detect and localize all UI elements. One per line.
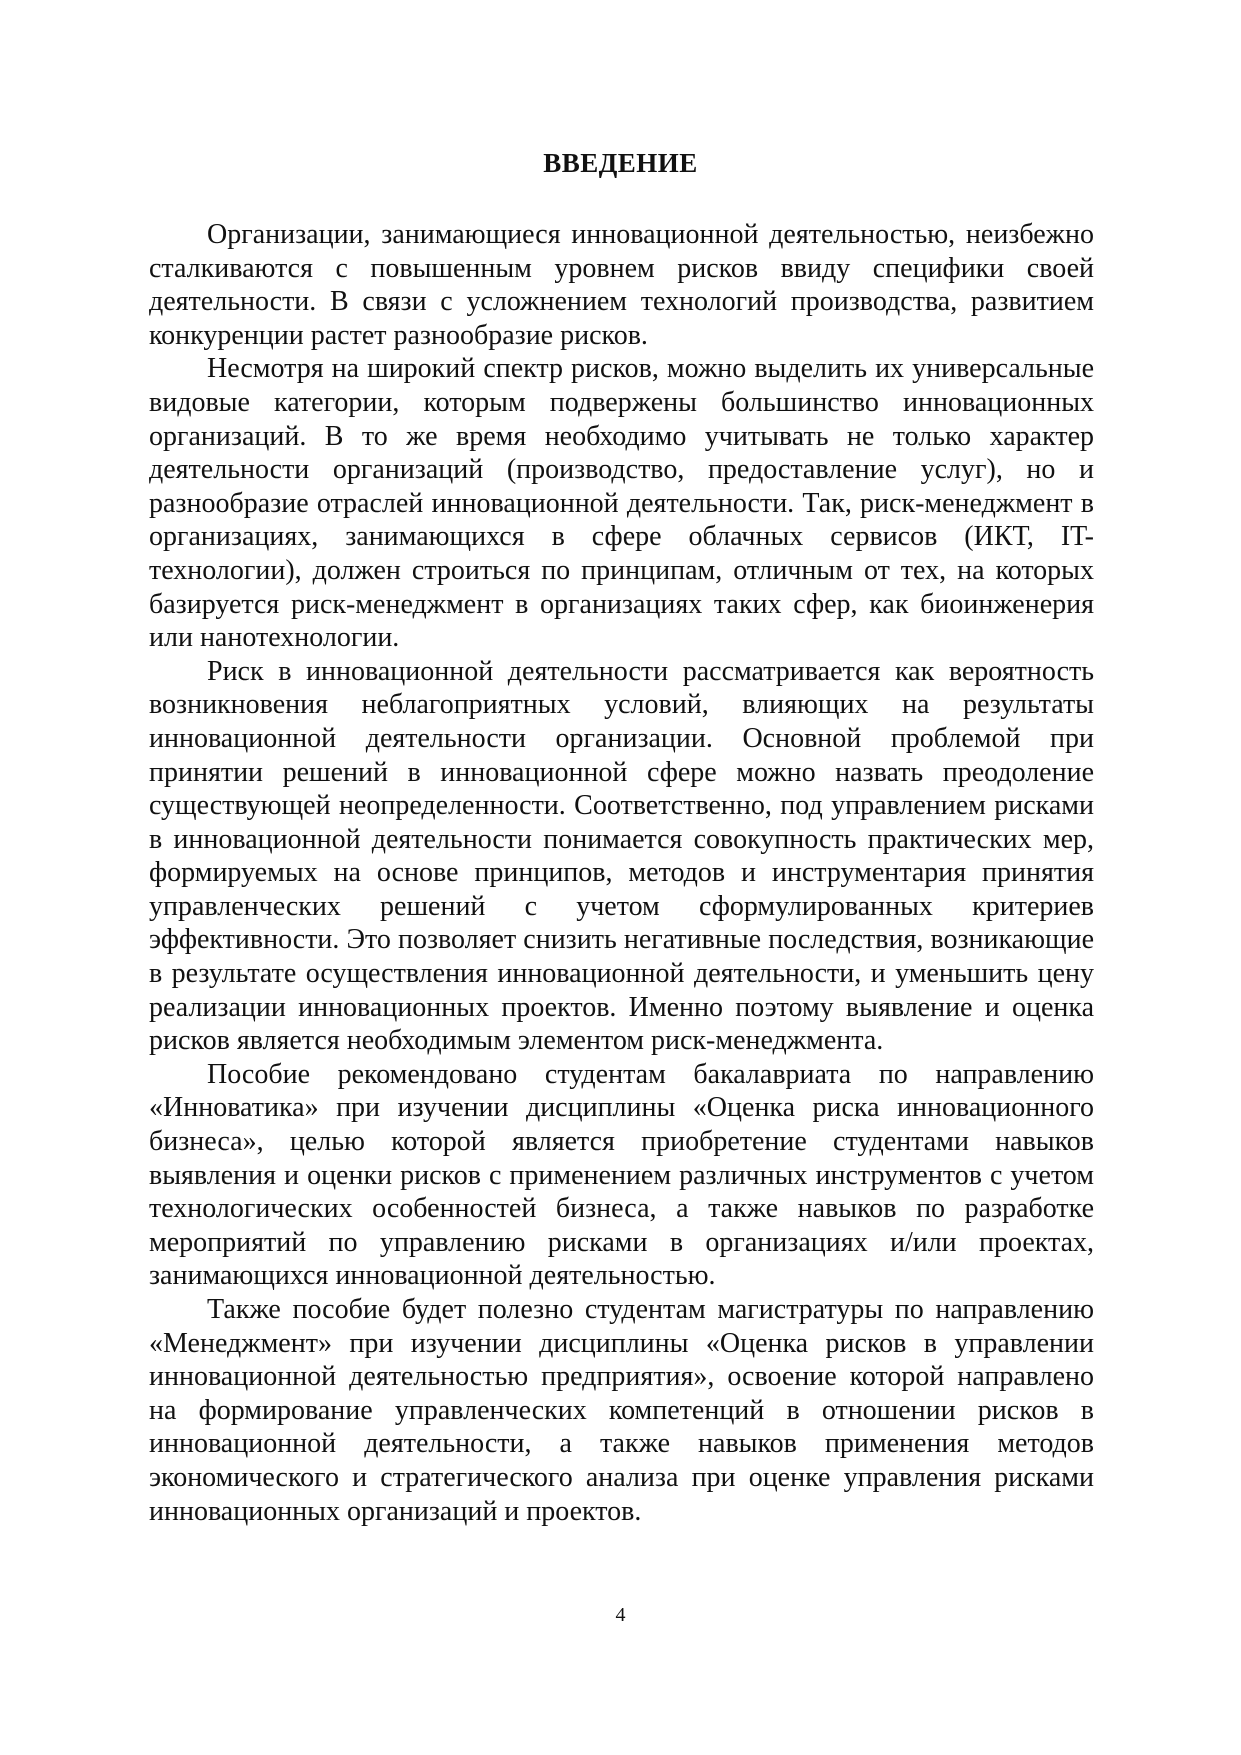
body-text [149, 218, 1094, 1528]
page-number: 4 [615, 1604, 626, 1626]
paragraph-3: Риск в инновационной деятельности рассматривается как вероятность возникновения неблагоприятных условий, влияющих на результаты инновационной деятельности организации. Основной проблемой при принятии решений в инновационной сфере можно назвать преодоление существующей неопределенности. Соответственно, под управлением рисками в инновационной деятельности понимается совокупность практических мер, формируемых на основе принципов, методов и инструментария принятия управленческих решений с учетом сформулированных критериев эффективности. Это позволяет снизить негативные последствия, возникающие в результате осуществления инновационной деятельности, и уменьшить цену реализации инновационных проектов. Именно поэтому выявление и оценка рисков является необходимым элементом риск-менеджмента. [149, 655, 1094, 1057]
page-title: ВВЕДЕНИЕ [543, 148, 698, 178]
paragraph-4: Пособие рекомендовано студентам бакалавриата по направлению «Инноватика» при изучении дисциплины «Оценка риска инновационного бизнеса», целью которой является приобретение студентами навыков выявления и оценки рисков с применением различных инструментов с учетом технологических особенностей бизнеса, а также навыков по разработке мероприятий по управлению рисками в организациях и/или проектах, занимающихся инновационной деятельностью. [149, 1058, 1094, 1292]
paragraph-5: Также пособие будет полезно студентам магистратуры по направлению «Менеджмент» при изучении дисциплины «Оценка рисков в управлении инновационной деятельностью предприятия», освоение которой направлено на формирование управленческих компетенций в отношении рисков в инновационной деятельности, а также навыков применения методов экономического и стратегического анализа при оценке управления рисками инновационных организаций и проектов. [149, 1294, 1094, 1527]
paragraph-1: Организации, занимающиеся инновационной деятельностью, неизбежно сталкиваются с повышенным уровнем рисков ввиду специфики своей деятельности. В связи с усложнением технологий производства, развитием конкуренции растет разнообразие рисков. [149, 219, 1094, 351]
paragraph-2: Несмотря на широкий спектр рисков, можно выделить их универсальные видовые категории, которым подвержены большинство инновационных организаций. В то же время необходимо учитывать не только характер деятельности организаций (производство, предоставление услуг), но и разнообразие отраслей инновационной деятельности. Так, риск-менеджмент в организациях, занимающихся в сфере облачных сервисов (ИКТ, IT-технологии), должен строиться по принципам, отличным от тех, на которых базируется риск-менеджмент в организациях таких сфер, как биоинженерия или нанотехнологии. [149, 353, 1094, 654]
